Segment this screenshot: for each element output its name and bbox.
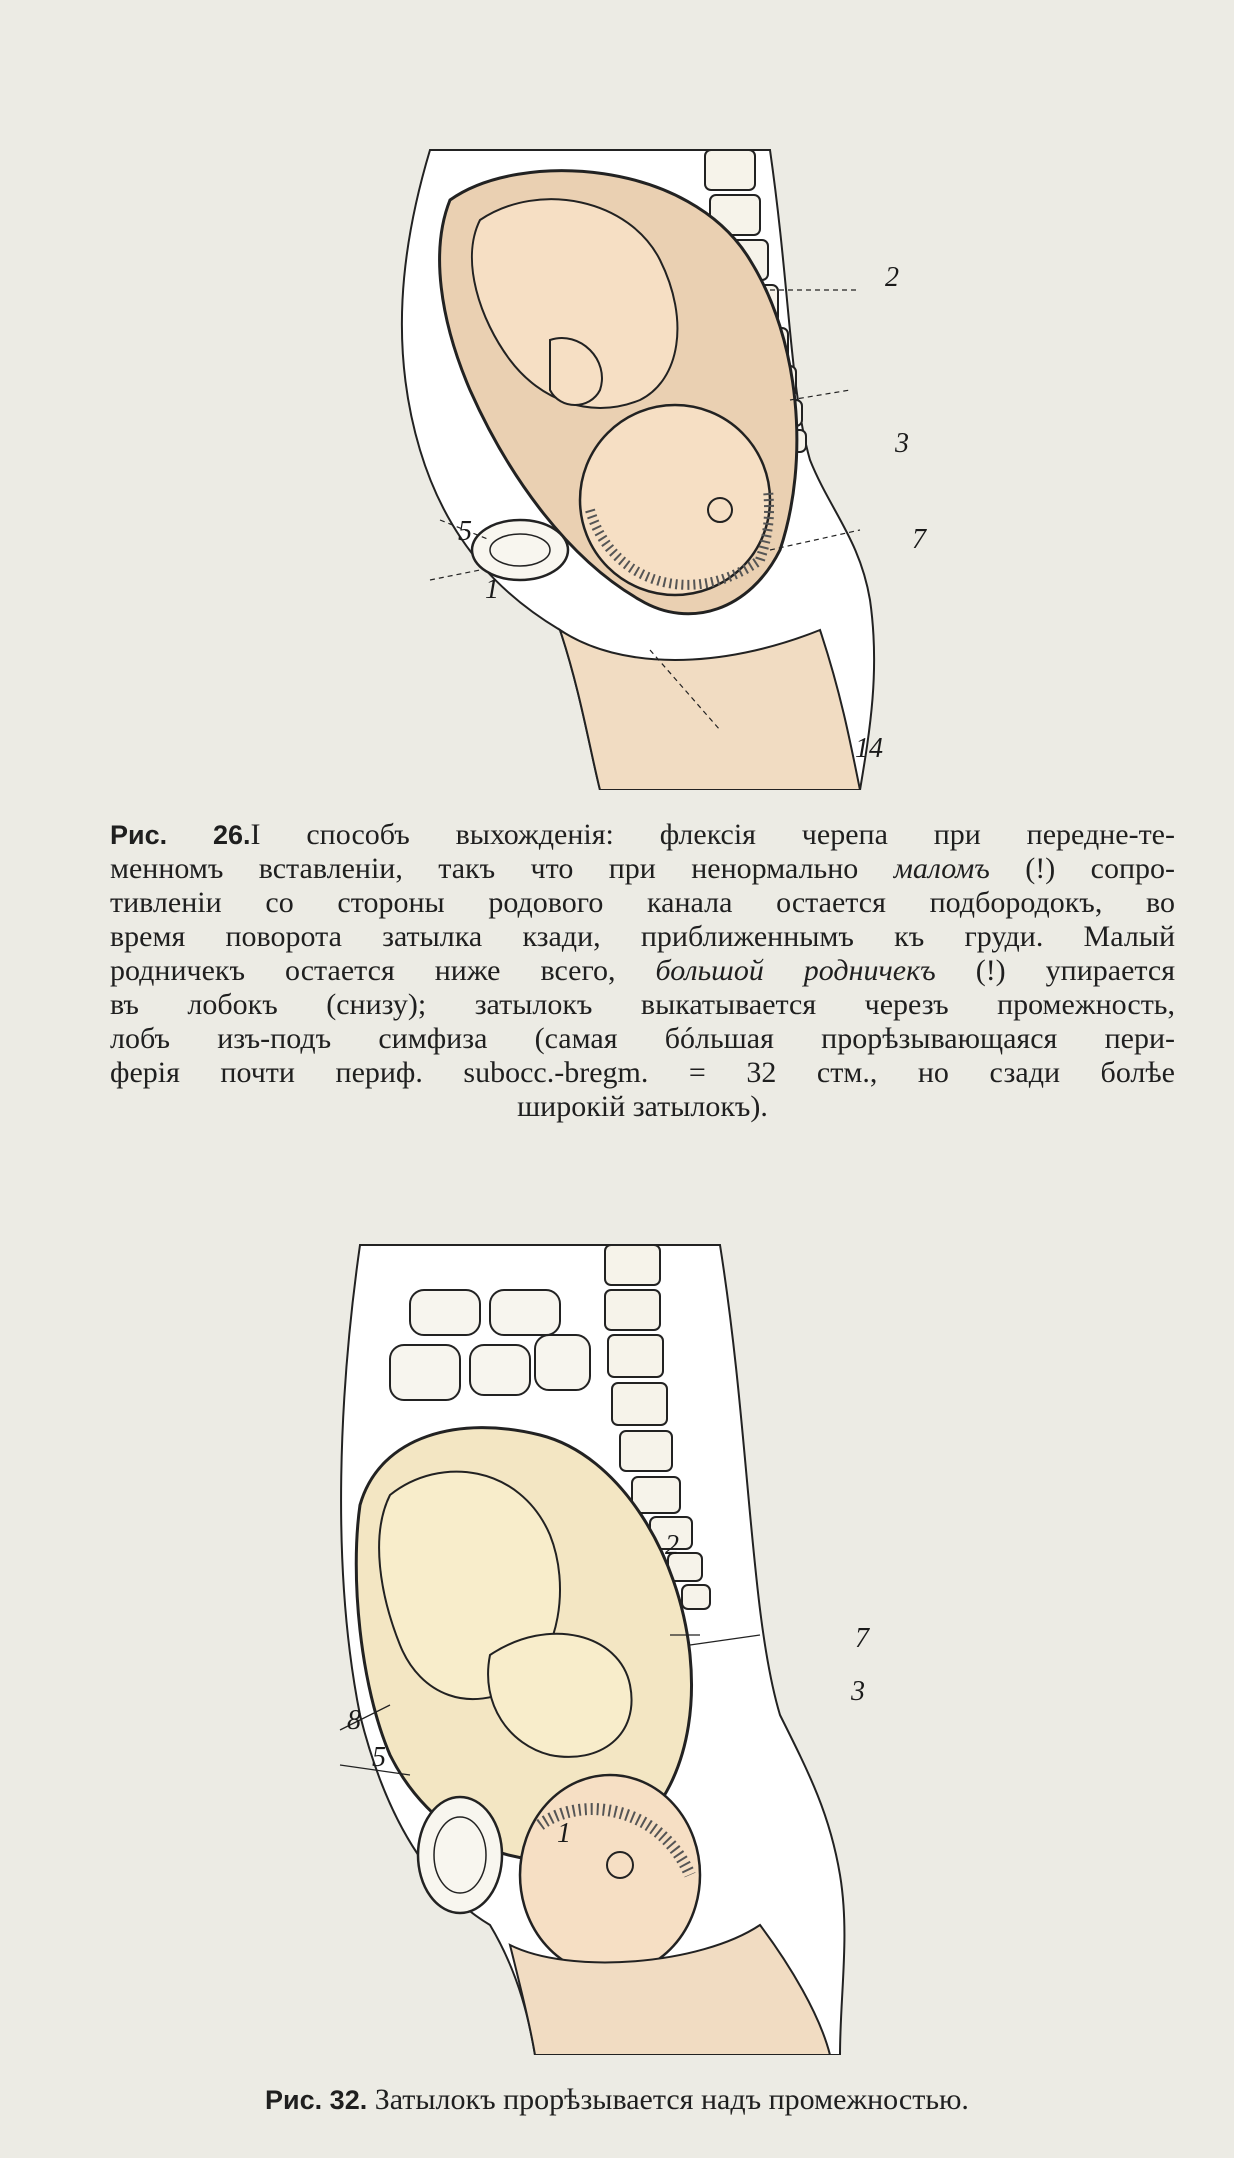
caption-line-4: время поворота затылка кзади, приближеннымъ къ груди. Малый — [110, 920, 1175, 953]
caption-line-6: въ лобокъ (снизу); затылокъ выкатывается черезъ промежность, — [110, 988, 1175, 1021]
fetal-head — [580, 405, 770, 595]
caption-line-8: ферія почти периф. subocc.-bregm. = 32 стм., но сзади болѣе — [110, 1056, 1175, 1089]
callout-7: 7 — [855, 1623, 869, 1654]
callout-2: 2 — [885, 262, 899, 293]
crowning-drawing — [320, 1235, 920, 2055]
intestines — [390, 1290, 590, 1400]
figure-26-caption — [110, 818, 1175, 1124]
figure-32-label: Рис. 32. — [265, 2085, 368, 2115]
figure-32-caption — [0, 2083, 1234, 2117]
callout-5: 5 — [458, 516, 472, 547]
callout-8: 8 — [347, 1705, 361, 1736]
callout-14: 14 — [855, 733, 883, 764]
caption-line-5: родничекъ остается ниже всего, большой родничекъ (!) упирается — [110, 954, 1175, 987]
symphysis — [418, 1797, 502, 1913]
callout-1: 1 — [485, 574, 499, 605]
callout-3: 3 — [895, 428, 909, 459]
callout-5: 5 — [372, 1742, 386, 1773]
symphysis — [472, 520, 568, 580]
figure-26-label: Рис. 26. — [110, 820, 251, 850]
fetus-flexion-drawing — [390, 130, 950, 790]
figure-32-caption-text: Затылокъ прорѣзывается надъ промежностью. — [367, 2083, 969, 2116]
callout-7: 7 — [912, 524, 926, 555]
caption-line-9: широкій затылокъ). — [517, 1090, 768, 1123]
caption-line-7: лобъ изъ-подъ симфиза (самая бóльшая прорѣзывающаяся пери- — [110, 1022, 1175, 1055]
figure-26-illustration — [390, 130, 950, 790]
callout-3: 3 — [851, 1676, 865, 1707]
callout-1: 1 — [557, 1818, 571, 1849]
caption-line-2: менномъ вставленіи, такъ что при ненормально маломъ (!) сопро- — [110, 852, 1175, 885]
callout-2: 2 — [665, 1530, 679, 1561]
caption-line-3: тивленіи со стороны родового канала остается подбородокъ, во — [110, 886, 1175, 919]
caption-line-1: Рис. 26.I способъ выхожденія: флексія черепа при передне-те- — [110, 818, 1175, 851]
figure-32-illustration — [320, 1235, 920, 2055]
